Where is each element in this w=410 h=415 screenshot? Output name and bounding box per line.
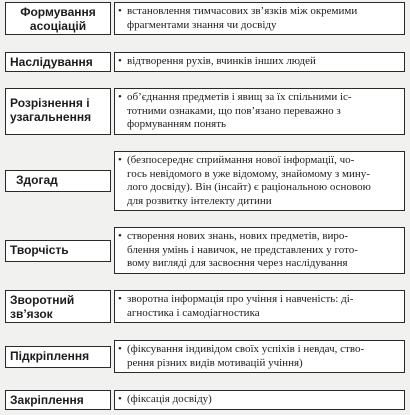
description-text: (фіксація досвіду) [127, 393, 212, 405]
table-row [5, 88, 405, 135]
description-text: встановлення тимчасових зв’язків між окремими фрагментами знання чи досвіду [127, 5, 358, 31]
description-text: створення нових знань, нових предметів, виро- блення умінь і навичок, не представлених у гото- вому вигляді для засвоєння через наслідування [127, 230, 358, 269]
description-text: відтворення рухів, вчинків інших людей [127, 55, 316, 67]
term-cell: Формування асоціацій [5, 2, 111, 35]
term-cell: Здогад [5, 170, 111, 192]
term-cell: Розрізнення і узагальнення [5, 88, 111, 135]
bullet: • [118, 91, 122, 103]
bullet: • [118, 393, 122, 405]
bullet: • [118, 5, 122, 17]
table-row [5, 2, 405, 35]
bullet: • [118, 55, 122, 67]
description-text: (безпосереднє сприймання нової інформації, чо- гось невідомого в уже відомому, знайомому з мину- лого досвіду). Він (інсайт) є раціональною основою для розвитку інтелекту дитини [127, 154, 371, 207]
bullet: • [118, 230, 122, 242]
term-cell: Наслідування [5, 52, 111, 72]
description-cell [114, 227, 405, 274]
term-cell: Творчість [5, 240, 111, 262]
description-cell [114, 2, 405, 35]
description-cell [114, 290, 405, 323]
description-cell [114, 340, 405, 373]
description-text: (фіксування індивідом своїх успіхів і невдач, ство- рення різних видів мотивацій учіння) [127, 343, 365, 369]
description-cell [114, 52, 405, 72]
term-cell: Зворотний зв’язок [5, 290, 111, 323]
table-row [5, 227, 405, 274]
table-row [5, 340, 405, 373]
description-text: зворотна інформація про учіння і навченість: ді- агностика і самодіагностика [127, 293, 354, 319]
term-cell: Підкріплення [5, 346, 111, 368]
table-row [5, 52, 405, 72]
table-row [5, 151, 405, 211]
description-cell [114, 151, 405, 211]
bullet: • [118, 293, 122, 305]
table-row [5, 290, 405, 323]
description-cell [114, 390, 405, 410]
table-row [5, 390, 405, 410]
bullet: • [118, 154, 122, 166]
bullet: • [118, 343, 122, 355]
description-text: об’єднання предметів і явищ за їх спільними іс- тотними ознаками, що пов’язано переважно з формуванням понять [127, 91, 352, 130]
description-cell [114, 88, 405, 135]
term-cell: Закріплення [5, 390, 111, 410]
